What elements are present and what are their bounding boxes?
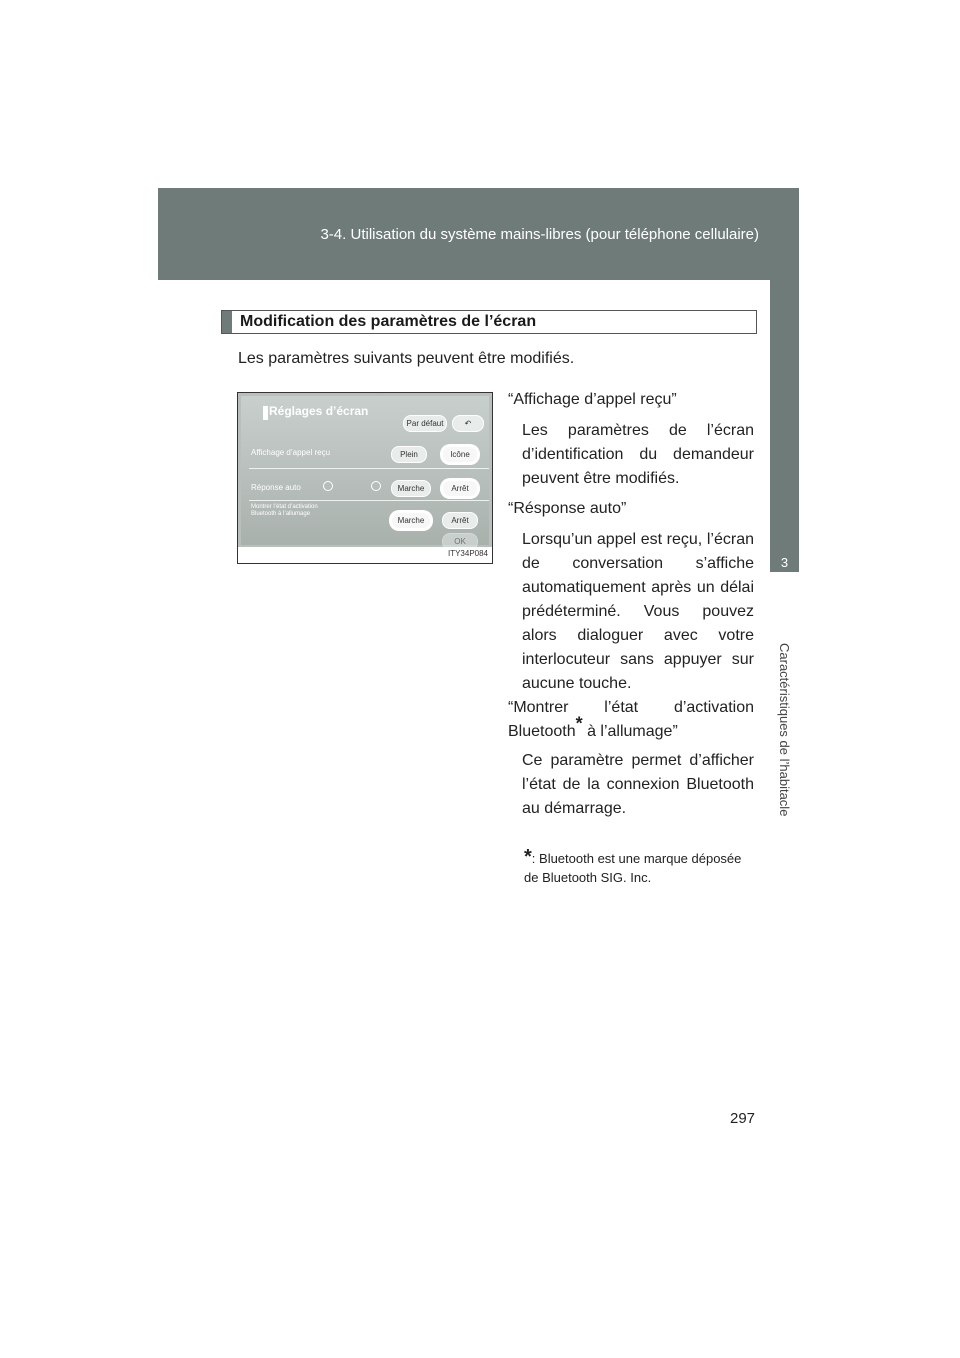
- minus-icon: [323, 481, 333, 491]
- section-intro: Les paramètres suivants peuvent être modifiés.: [238, 350, 575, 367]
- screen-row3-label-b: Bluetooth à l’allumage: [251, 511, 311, 517]
- item1-title: “Affichage d’appel reçu”: [508, 391, 677, 408]
- chapter-title: 3-4. Utilisation du système mains-libres (pour téléphone cellulaire): [320, 226, 759, 243]
- screen-illustration: [237, 392, 493, 564]
- screen-code: ITY34P084: [447, 549, 488, 558]
- footnote-star: *: [575, 713, 583, 734]
- row2-option-arret: Arrêt: [442, 480, 478, 497]
- row2-option-marche: Marche: [391, 480, 431, 497]
- screen-title: Réglages d’écran: [269, 404, 369, 418]
- side-tab-number: 3: [780, 555, 789, 570]
- header-band: [158, 188, 799, 280]
- side-tab-label-wrap: [770, 632, 799, 827]
- row3-option-marche: Marche: [391, 512, 431, 529]
- item3-title-b: à l’allumage”: [582, 723, 678, 740]
- screen-caption: [238, 547, 492, 563]
- ok-button: OK: [442, 533, 478, 550]
- screen-settings-icon: [263, 406, 268, 420]
- screen-row2-label: Réponse auto: [251, 483, 301, 492]
- footnote-marker: *: [524, 846, 532, 868]
- screen-row3-label-a: Montrer l’état d’activation: [251, 504, 318, 510]
- back-icon: ↶: [452, 415, 484, 432]
- side-tab-label: Caractéristiques de l’habitacle: [777, 642, 792, 817]
- row1-option-plein: Plein: [391, 446, 427, 463]
- item2-title: “Résponse auto”: [508, 500, 627, 517]
- screen-divider: [249, 500, 489, 501]
- footnote: [524, 848, 754, 887]
- section-heading-bar: [222, 311, 232, 333]
- default-button: Par défaut: [403, 415, 447, 432]
- section-heading-text: Modification des paramètres de l’écran: [240, 313, 537, 330]
- screen-divider: [249, 468, 489, 469]
- plus-icon: [371, 481, 381, 491]
- item3-title-a: “Montrer l’état d’activation Bluetooth: [508, 699, 754, 740]
- row1-option-icone: Icône: [442, 446, 478, 463]
- screen-display: [241, 396, 489, 545]
- row3-option-arret: Arrêt: [442, 512, 478, 529]
- item3-text: Ce paramètre permet d’afficher l’état de la connexion Bluetooth au démarrage.: [522, 752, 754, 817]
- footnote-text: : Bluetooth est une marque déposée de Bluetooth SIG. Inc.: [524, 851, 742, 885]
- page-number: 297: [730, 1110, 756, 1127]
- item1-text: Les paramètres de l’écran d’identification du demandeur peuvent être modifiés.: [522, 422, 754, 487]
- item3-title: [508, 696, 754, 744]
- screen-row1-label: Affichage d’appel reçu: [251, 448, 331, 457]
- section-heading: [221, 310, 757, 334]
- item2-text: Lorsqu’un appel est reçu, l’écran de conversation s’affiche automatiquement après un délai prédéterminé. Vous pouvez alors dialoguer avec votre interlocuteur sans appuyer sur aucune touche.: [522, 531, 754, 692]
